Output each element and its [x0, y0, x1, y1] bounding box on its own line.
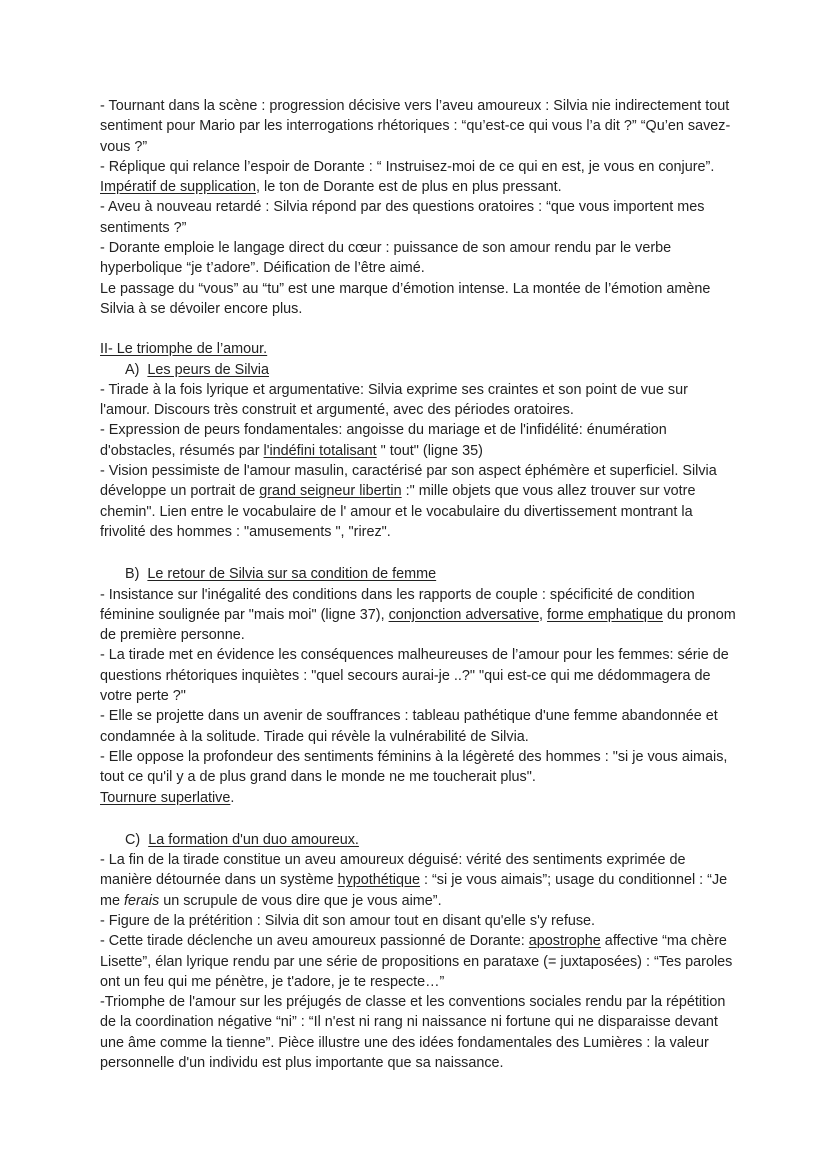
text-run: affective “ma chère Lisette”, élan lyrique rendu par une série de propositions en parataxe (= juxtaposées) : “Tes paroles ont un feu qui me pénètre, je t'adore, je te respecte…”: [100, 933, 733, 990]
text-run: du pronom de première personne.: [100, 606, 736, 644]
paragraph: [100, 380, 740, 421]
section-c-body: [100, 850, 740, 1073]
text-run: - La fin de la tirade constitue un aveu amoureux déguisé: vérité des sentiments exprimée de manière détournée dans un système: [100, 852, 686, 889]
section-b-heading: B) Le retour de Silvia sur sa condition de femme: [125, 566, 437, 583]
text-run: - Tirade à la fois lyrique et argumentative: Silvia exprime ses craintes et son point de vue sur l'amour. Discours très construit et argumenté, avec des périodes oratoires.: [100, 381, 688, 419]
paragraph: [100, 706, 740, 747]
underlined-term: Impératif de supplication: [100, 179, 256, 196]
spacer: [100, 808, 740, 830]
underlined-term: forme emphatique: [546, 606, 663, 623]
text-run: - Dorante emploie le langage direct du cœur : puissance de son amour rendu par le verbe hyperbolique “je t’adore”. Déification de l’être aimé.: [100, 240, 672, 277]
underlined-term: grand seigneur libertin: [259, 483, 402, 500]
document-page: [100, 96, 740, 1073]
text-run: ,: [538, 606, 547, 623]
text-run: - Tournant dans la scène : progression décisive vers l’aveu amoureux : Silvia nie indirectement tout sentiment pour Mario par les interrogations rhétoriques : “qu’est-ce qui vous l’a dit ?” “Qu’en savez-vous ?”: [100, 98, 731, 155]
part2-heading: II- Le triomphe de l’amour.: [100, 341, 268, 358]
paragraph: [100, 585, 740, 646]
underlined-term: apostrophe: [528, 933, 601, 950]
paragraph: [100, 238, 740, 279]
paragraph: [100, 850, 740, 911]
paragraph: [100, 96, 740, 157]
section-a-heading: A) Les peurs de Silvia: [125, 361, 269, 378]
underlined-term: conjonction adversative: [388, 606, 539, 623]
text-run: - Insistance sur l'inégalité des conditions dans les rapports de couple : spécificité de condition féminine soulignée par "mais moi" (ligne 37),: [100, 586, 695, 623]
text-run: : “si je vous aimais”; usage du conditionnel : “Je me: [100, 872, 728, 909]
text-run: - Aveu à nouveau retardé : Silvia répond par des questions oratoires : “que vous importent mes sentiments ?”: [100, 199, 705, 236]
part1-block: [100, 96, 740, 319]
text-run: - Elle se projette dans un avenir de souffrances : tableau pathétique d'une femme abandonnée et condamnée à la solitude. Tirade qui révèle la vulnérabilité de Silvia.: [100, 708, 718, 745]
text-run: un scrupule de vous dire que je vous aime”.: [159, 892, 442, 909]
spacer: [100, 319, 740, 339]
paragraph: [100, 279, 740, 320]
paragraph: [100, 157, 740, 198]
text-run: - Réplique qui relance l’espoir de Dorante : “ Instruisez-moi de ce qui en est, je vous en conjure”.: [100, 158, 715, 175]
text-run: , le ton de Dorante est de plus en plus pressant.: [256, 179, 562, 196]
underlined-term: hypothétique: [337, 872, 421, 889]
text-run: .: [230, 789, 235, 806]
text-run: -Triomphe de l'amour sur les préjugés de classe et les conventions sociales rendu par la répétition de la coordination négative “ni” : “Il n'est ni rang ni naissance ni fortune qui ne disparaisse devant une âme comme la tienne”. Pièce illustre une des idées fondamentales des Lumières : la valeur personnelle d'un individu est plus importante que sa naissance.: [100, 994, 726, 1072]
paragraph: [100, 197, 740, 238]
paragraph: [100, 461, 740, 542]
italic-term: ferais: [124, 892, 160, 909]
paragraph: [100, 747, 740, 788]
text-run: :" mille objets que vous allez trouver sur votre chemin". Lien entre le vocabulaire de l' amour et le vocabulaire du divertissement montrant la frivolité des hommes : "amusements ", "rirez".: [100, 483, 696, 540]
text-run: - Expression de peurs fondamentales: angoisse du mariage et de l'infidélité: énumération d'obstacles, résumés par: [100, 422, 667, 459]
text-run: Le passage du “vous” au “tu” est une marque d’émotion intense. La montée de l’émotion amène Silvia à se dévoiler encore plus.: [100, 280, 711, 317]
paragraph: [100, 992, 740, 1073]
spacer: [100, 542, 740, 564]
paragraph: [100, 645, 740, 706]
underlined-term: Tournure superlative: [100, 789, 231, 806]
paragraph: [100, 788, 740, 808]
section-a-body: [100, 380, 740, 542]
underlined-term: l'indéfini totalisant: [263, 442, 377, 459]
paragraph: [100, 420, 740, 461]
text-run: " tout" (ligne 35): [376, 442, 483, 459]
paragraph: [100, 931, 740, 992]
text-run: - Elle oppose la profondeur des sentiments féminins à la légèreté des hommes : "si je vous aimais, tout ce qu'il y a de plus grand dans le monde ne me toucherait plus".: [100, 748, 728, 786]
section-b-body: [100, 585, 740, 808]
text-run: - La tirade met en évidence les conséquences malheureuses de l’amour pour les femmes: série de questions rhétoriques inquiètes : "quel secours aurai-je ..?" "qui est-ce qui me dédommagera de votre perte ?": [100, 647, 729, 705]
paragraph: [100, 911, 740, 931]
text-run: - Figure de la prétérition : Silvia dit son amour tout en disant qu'elle s'y refuse.: [100, 912, 596, 929]
text-run: - Vision pessimiste de l'amour masulin, caractérisé par son aspect éphémère et superficiel. Silvia développe un portrait de: [100, 463, 717, 500]
section-c-heading: C) La formation d'un duo amoureux.: [125, 831, 359, 848]
text-run: - Cette tirade déclenche un aveu amoureux passionné de Dorante:: [100, 933, 529, 950]
